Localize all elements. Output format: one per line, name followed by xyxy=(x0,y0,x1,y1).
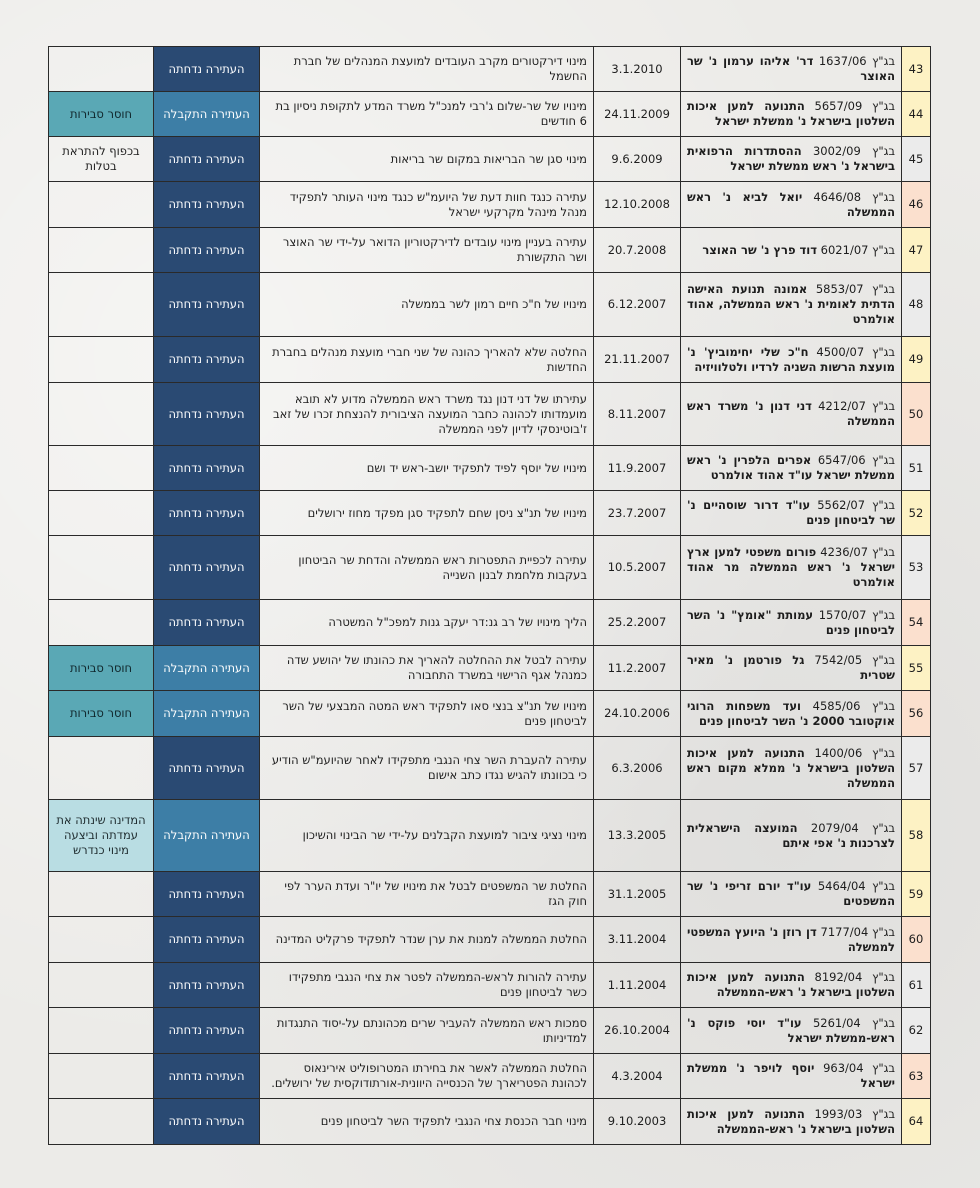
case-number: בג"ץ 2079/04 xyxy=(810,820,895,835)
ruling-result: העתירה התקבלה xyxy=(154,646,260,691)
case-cell xyxy=(681,1054,902,1099)
ruling-result: העתירה נדחתה xyxy=(154,383,260,446)
ruling-date: 3.1.2010 xyxy=(594,47,681,92)
row-number: 46 xyxy=(902,182,931,228)
case-name: התנועה למען איכות השלטון בישראל נ' ראש-הממשלה xyxy=(687,970,895,999)
case-number: בג"ץ 5657/09 xyxy=(814,99,895,113)
row-number: 63 xyxy=(902,1054,931,1099)
case-name: אמונה תנועת האישה הדתית לאומית נ' ראש הממשלה, אהוד אולמרט xyxy=(687,282,895,326)
case-name: התנועה למען איכות השלטון בישראל נ' ממלא מקום ראש הממשלה xyxy=(687,745,895,790)
case-number: בג"ץ 1993/03 xyxy=(814,1106,895,1121)
row-number: 59 xyxy=(902,872,931,917)
petition-description: מינוי נציגי ציבור למועצת הקבלנים על-ידי שר הבינוי והשיכון xyxy=(260,800,594,872)
case-name: דני דנון נ' משרד ראש הממשלה xyxy=(687,399,895,428)
row-number: 54 xyxy=(902,600,931,646)
case-name: ח"כ שלי יחימוביץ' נ' מועצת הרשות השניה לרדיו ולטלוויזיה xyxy=(687,344,895,374)
result-note xyxy=(49,872,154,917)
row-number: 45 xyxy=(902,137,931,182)
result-note: חוסר סבירות xyxy=(49,646,154,691)
case-cell xyxy=(681,273,902,337)
table-row xyxy=(49,737,931,800)
table-row xyxy=(49,536,931,600)
ruling-result: העתירה נדחתה xyxy=(154,228,260,273)
case-number: בג"ץ 6547/06 xyxy=(817,453,895,467)
petition-description: מינויו של תנ"צ ניסן שחם לתפקיד סגן מפקד מחוז ירושלים xyxy=(260,491,594,536)
ruling-date: 6.3.2006 xyxy=(594,737,681,800)
case-name: אפרים הלפרין נ' ראש ממשלת ישראל עו"ד אהוד אולמרט xyxy=(687,453,895,482)
result-note xyxy=(49,917,154,963)
case-name: עו"ד יוסי פוקס נ' ראש-ממשלת ישראל xyxy=(687,1015,895,1045)
case-cell xyxy=(681,1008,902,1054)
petition-description: החלטה שלא להאריך כהונה של שני חברי מועצת מנהלים בחברת החדשות xyxy=(260,337,594,383)
row-number: 47 xyxy=(902,228,931,273)
result-note: חוסר סבירות xyxy=(49,92,154,137)
case-cell xyxy=(681,872,902,917)
result-note xyxy=(49,536,154,600)
table-row xyxy=(49,491,931,536)
case-number: בג"ץ 5562/07 xyxy=(817,498,895,512)
ruling-date: 25.2.2007 xyxy=(594,600,681,646)
ruling-result: העתירה התקבלה xyxy=(154,800,260,872)
table-row xyxy=(49,800,931,872)
ruling-result: העתירה נדחתה xyxy=(154,446,260,491)
ruling-result: העתירה נדחתה xyxy=(154,1054,260,1099)
ruling-result: העתירה נדחתה xyxy=(154,872,260,917)
petition-description: מינויו של תנ"צ בנצי סאו לתפקיד ראש המטה המבצעי של השר לביטחון פנים xyxy=(260,691,594,737)
ruling-date: 23.7.2007 xyxy=(594,491,681,536)
table-row xyxy=(49,337,931,383)
row-number: 50 xyxy=(902,383,931,446)
case-name: פורום משפטי למען ארץ ישראל נ' ראש הממשלה מר אהוד אולמרט xyxy=(687,545,895,589)
case-number: בג"ץ 4236/07 xyxy=(820,545,895,559)
case-name: עו"ד דרור שוסהיים נ' שר לביטחון פנים xyxy=(687,498,895,527)
table-row xyxy=(49,872,931,917)
petition-description: מינוי חבר הכנסת צחי הנגבי לתפקיד השר לביטחון פנים xyxy=(260,1099,594,1145)
case-name: יואל לביא נ' ראש הממשלה xyxy=(687,189,895,219)
result-note xyxy=(49,491,154,536)
petition-description: הליך מינויו של רב גנ:דר יעקב גנות למפכ"ל המשטרה xyxy=(260,600,594,646)
table-row xyxy=(49,273,931,337)
ruling-date: 12.10.2008 xyxy=(594,182,681,228)
case-number: בג"ץ 8192/04 xyxy=(814,970,895,984)
petition-description: מינויו של יוסף לפיד לתפקיד יושב-ראש יד ושם xyxy=(260,446,594,491)
table-row xyxy=(49,1054,931,1099)
result-note xyxy=(49,337,154,383)
ruling-date: 31.1.2005 xyxy=(594,872,681,917)
ruling-date: 1.11.2004 xyxy=(594,963,681,1008)
case-number: בג"ץ 5853/07 xyxy=(815,282,895,296)
table-row xyxy=(49,917,931,963)
table-row xyxy=(49,646,931,691)
row-number: 56 xyxy=(902,691,931,737)
row-number: 62 xyxy=(902,1008,931,1054)
petition-description: עתירה לכפיית התפטרות ראש הממשלה והדחת שר הביטחון בעקבות מלחמת לבנון השנייה xyxy=(260,536,594,600)
ruling-date: 21.11.2007 xyxy=(594,337,681,383)
case-number: בג"ץ 4212/07 xyxy=(818,399,896,413)
ruling-date: 9.6.2009 xyxy=(594,137,681,182)
table-row xyxy=(49,383,931,446)
row-number: 57 xyxy=(902,737,931,800)
result-note xyxy=(49,383,154,446)
ruling-date: 24.10.2006 xyxy=(594,691,681,737)
ruling-result: העתירה נדחתה xyxy=(154,273,260,337)
ruling-date: 6.12.2007 xyxy=(594,273,681,337)
result-note xyxy=(49,47,154,92)
case-name: ועד משפחות הרוגי אוקטובר 2000 נ' השר לביטחון פנים xyxy=(687,698,895,728)
table-row xyxy=(49,137,931,182)
result-note: חוסר סבירות xyxy=(49,691,154,737)
case-name: יוסף לויפר נ' ממשלת ישראל xyxy=(687,1061,895,1090)
case-name: דוד פרץ נ' שר האוצר xyxy=(702,242,818,257)
ruling-date: 10.5.2007 xyxy=(594,536,681,600)
ruling-result: העתירה נדחתה xyxy=(154,536,260,600)
row-number: 49 xyxy=(902,337,931,383)
case-cell xyxy=(681,47,902,92)
case-number: בג"ץ 963/04 xyxy=(823,1061,896,1075)
table-row xyxy=(49,182,931,228)
rulings-table-body xyxy=(49,47,931,1145)
ruling-result: העתירה נדחתה xyxy=(154,47,260,92)
result-note xyxy=(49,963,154,1008)
case-number: בג"ץ 1570/07 xyxy=(818,607,896,622)
ruling-result: העתירה נדחתה xyxy=(154,1099,260,1145)
petition-description: סמכות ראש הממשלה להעביר שרים מכהונתם על-יסוד התנגדות למדיניותו xyxy=(260,1008,594,1054)
case-cell xyxy=(681,1099,902,1145)
case-cell xyxy=(681,917,902,963)
row-number: 53 xyxy=(902,536,931,600)
ruling-result: העתירה נדחתה xyxy=(154,600,260,646)
ruling-result: העתירה התקבלה xyxy=(154,92,260,137)
case-name: המועצה הישראלית לצרכנות נ' אפי איתם xyxy=(687,820,895,850)
result-note xyxy=(49,1008,154,1054)
case-cell xyxy=(681,800,902,872)
case-cell xyxy=(681,137,902,182)
result-note xyxy=(49,273,154,337)
ruling-date: 11.2.2007 xyxy=(594,646,681,691)
result-note xyxy=(49,1099,154,1145)
table-row xyxy=(49,446,931,491)
table-row xyxy=(49,47,931,92)
ruling-date: 8.11.2007 xyxy=(594,383,681,446)
table-row xyxy=(49,1099,931,1145)
case-number: בג"ץ 5464/04 xyxy=(817,879,895,893)
petition-description: מינויו של שר-שלום ג'רבי למנכ"ל משרד המדע לתקופת ניסיון בת 6 חודשים xyxy=(260,92,594,137)
ruling-date: 20.7.2008 xyxy=(594,228,681,273)
petition-description: מינוי סגן שר הבריאות במקום שר בריאות xyxy=(260,137,594,182)
row-number: 44 xyxy=(902,92,931,137)
petition-description: החלטת הממשלה לאשר את בחירתו המטרופוליט אירינאוס לכהונת הפטריארך של הכנסייה היוונית-אורתודוקסית של ירושלים. xyxy=(260,1054,594,1099)
result-note xyxy=(49,1054,154,1099)
case-number: בג"ץ 3002/09 xyxy=(812,144,896,158)
case-number: בג"ץ 7177/04 xyxy=(820,924,895,939)
table-row xyxy=(49,228,931,273)
row-number: 61 xyxy=(902,963,931,1008)
row-number: 43 xyxy=(902,47,931,92)
ruling-result: העתירה התקבלה xyxy=(154,691,260,737)
row-number: 64 xyxy=(902,1099,931,1145)
case-cell xyxy=(681,646,902,691)
petition-description: מינויו של ח"כ חיים רמון לשר בממשלה xyxy=(260,273,594,337)
case-name: עו"ד יורם זריפי נ' שר המשפטים xyxy=(687,879,895,908)
case-cell xyxy=(681,600,902,646)
case-cell xyxy=(681,228,902,273)
petition-description: עתירה כנגד חוות דעת של היועמ"ש כנגד מינוי העותר לתפקיד מנהל מינהל מקרקעי ישראל xyxy=(260,182,594,228)
case-name: התנועה למען איכות השלטון בישראל נ' ממשלת ישראל xyxy=(687,99,895,128)
ruling-result: העתירה נדחתה xyxy=(154,337,260,383)
ruling-date: 26.10.2004 xyxy=(594,1008,681,1054)
ruling-date: 11.9.2007 xyxy=(594,446,681,491)
ruling-result: העתירה נדחתה xyxy=(154,491,260,536)
ruling-result: העתירה נדחתה xyxy=(154,182,260,228)
case-name: ההסתדרות הרפואית בישראל נ' ראש ממשלת ישראל xyxy=(687,144,895,173)
case-name: דן רוזן נ' היועץ המשפטי לממשלה xyxy=(687,924,895,954)
result-note xyxy=(49,737,154,800)
petition-description: מינוי דירקטורים מקרב העובדים למועצת המנהלים של חברת החשמל xyxy=(260,47,594,92)
case-number: בג"ץ 7542/05 xyxy=(814,653,896,667)
case-cell xyxy=(681,92,902,137)
case-number: בג"ץ 4500/07 xyxy=(816,344,895,359)
case-cell xyxy=(681,182,902,228)
case-number: בג"ץ 5261/04 xyxy=(812,1015,896,1030)
ruling-result: העתירה נדחתה xyxy=(154,737,260,800)
case-number: בג"ץ 4646/08 xyxy=(813,189,896,204)
case-cell xyxy=(681,383,902,446)
case-cell xyxy=(681,536,902,600)
table-row xyxy=(49,963,931,1008)
petition-description: החלטת שר המשפטים לבטל את מינויו של יו"ר ועדת הערר לפי חוק הגז xyxy=(260,872,594,917)
case-number: בג"ץ 6021/07 xyxy=(820,242,895,257)
case-number: בג"ץ 1400/06 xyxy=(814,745,895,760)
case-cell xyxy=(681,491,902,536)
table-row xyxy=(49,92,931,137)
ruling-date: 9.10.2003 xyxy=(594,1099,681,1145)
case-cell xyxy=(681,337,902,383)
case-number: בג"ץ 4585/06 xyxy=(812,698,895,713)
petition-description: עתירה בעניין מינוי עובדים לדירקטוריון הדואר על-ידי שר האוצר ושר התקשורת xyxy=(260,228,594,273)
ruling-date: 24.11.2009 xyxy=(594,92,681,137)
row-number: 58 xyxy=(902,800,931,872)
case-number: בג"ץ 1637/06 xyxy=(818,54,895,68)
petition-description: עתירה לבטל את ההחלטה להאריך את כהונתו של יהושע שדה כמנהל אגף הרישוי במשרד התחבורה xyxy=(260,646,594,691)
case-cell xyxy=(681,446,902,491)
petition-description: עתירה להעברת השר צחי הנגבי מתפקידו לאחר שהיועמ"ש הודיע כי בכוונתו להגיש נגדו כתב אישום xyxy=(260,737,594,800)
ruling-date: 3.11.2004 xyxy=(594,917,681,963)
case-cell xyxy=(681,963,902,1008)
row-number: 51 xyxy=(902,446,931,491)
row-number: 48 xyxy=(902,273,931,337)
case-name: דר' אליהו ערמון נ' שר האוצר xyxy=(687,54,895,83)
ruling-result: העתירה נדחתה xyxy=(154,1008,260,1054)
result-note xyxy=(49,228,154,273)
rulings-table xyxy=(48,46,931,1145)
case-cell xyxy=(681,691,902,737)
result-note xyxy=(49,446,154,491)
row-number: 55 xyxy=(902,646,931,691)
ruling-date: 4.3.2004 xyxy=(594,1054,681,1099)
result-note: בכפוף להתראת בטלות xyxy=(49,137,154,182)
petition-description: החלטת הממשלה למנות את ערן שנדר לתפקיד פרקליט המדינה xyxy=(260,917,594,963)
row-number: 60 xyxy=(902,917,931,963)
case-cell xyxy=(681,737,902,800)
table-row xyxy=(49,691,931,737)
petition-description: עתירה להורות לראש-הממשלה לפטר את צחי הנגבי מתפקידו כשר לביטחון פנים xyxy=(260,963,594,1008)
result-note xyxy=(49,600,154,646)
ruling-date: 13.3.2005 xyxy=(594,800,681,872)
petition-description: עתירתו של דני דנון נגד משרד ראש הממשלה מדוע לא תובא מועמדותו לכהונה כחבר המועצה הציבורית להנצחת זכרו של זאב ז'בוטינסקי לדיון לפני הממשלה xyxy=(260,383,594,446)
result-note: המדינה שינתה את עמדתה וביצעה מינוי כנדרש xyxy=(49,800,154,872)
row-number: 52 xyxy=(902,491,931,536)
table-row xyxy=(49,1008,931,1054)
table-row xyxy=(49,600,931,646)
ruling-result: העתירה נדחתה xyxy=(154,963,260,1008)
ruling-result: העתירה נדחתה xyxy=(154,917,260,963)
case-name: התנועה למען איכות השלטון בישראל נ' ראש-הממשלה xyxy=(687,1106,895,1136)
ruling-result: העתירה נדחתה xyxy=(154,137,260,182)
case-name: עמותת "אומץ" נ' השר לביטחון פנים xyxy=(687,607,895,637)
result-note xyxy=(49,182,154,228)
case-name: גל פורטמן נ' מאיר שטרית xyxy=(687,653,895,682)
